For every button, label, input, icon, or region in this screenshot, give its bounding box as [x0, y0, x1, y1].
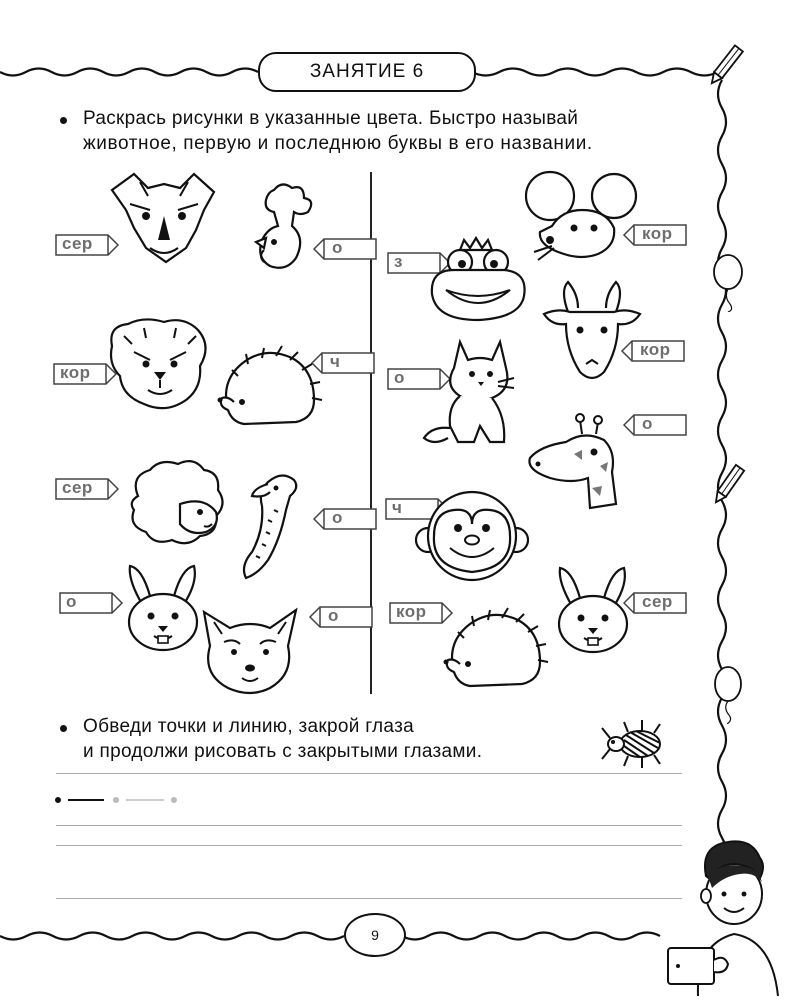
pencil-label — [308, 604, 374, 630]
wavy-border-segment — [402, 933, 660, 940]
boy-with-tablet-illustration — [662, 836, 788, 996]
pencil-color-text: сер — [642, 592, 673, 611]
monkey-drawing-icon[interactable] — [414, 486, 532, 586]
pencil-shape — [312, 236, 378, 262]
pencil-color-text: з — [394, 252, 403, 271]
tracing-dots-line[interactable] — [52, 792, 192, 808]
pencil-shape — [312, 506, 378, 532]
wavy-border-segment — [472, 69, 718, 76]
bullet-task-2 — [60, 725, 67, 732]
page-number — [344, 913, 406, 957]
balloon-icon-2 — [710, 664, 746, 724]
wavy-border-segment — [0, 933, 344, 940]
frog-drawing-icon[interactable] — [424, 236, 534, 324]
pencil-color-text: о — [394, 368, 405, 387]
hedgehog-drawing-icon[interactable] — [214, 340, 326, 432]
pencil-color-text: о — [66, 592, 77, 611]
pencil-decoration-icon-2 — [708, 462, 748, 508]
pencil-color-text: кор — [642, 224, 673, 243]
pencil-label — [312, 236, 378, 262]
task-2-line-2: и продолжи рисовать с закрытыми глазами. — [83, 741, 483, 762]
pencil-shape — [622, 412, 688, 438]
task-1-line-1: Раскрась рисунки в указанные цвета. Быстро называй — [83, 108, 579, 129]
pencil-label — [54, 476, 120, 502]
balloon-icon — [710, 252, 746, 312]
writing-line-2 — [56, 825, 682, 826]
ostrich-drawing-icon[interactable] — [228, 470, 308, 582]
pencil-decoration-icon — [706, 40, 746, 90]
page-number-text: 9 — [371, 927, 379, 943]
task-2-line-1: Обведи точки и линию, закрой глаза — [83, 716, 414, 737]
task-1-line-2: животное, первую и последнюю буквы в его названии. — [83, 133, 593, 154]
lion-drawing-icon[interactable] — [104, 316, 216, 412]
writing-line-3 — [56, 845, 682, 846]
pencil-color-text: ч — [392, 498, 403, 517]
wolf-drawing-icon[interactable] — [104, 170, 224, 270]
beetle-icon — [598, 716, 674, 772]
pencil-label — [312, 506, 378, 532]
goat-drawing-icon[interactable] — [538, 280, 646, 384]
sheep-drawing-icon[interactable] — [124, 456, 230, 546]
wavy-border-segment — [0, 69, 258, 76]
bullet-task-1 — [60, 117, 67, 124]
giraffe-drawing-icon[interactable] — [520, 412, 620, 512]
pencil-color-text: о — [332, 238, 343, 257]
pencil-label — [622, 412, 688, 438]
pencil-color-text: о — [332, 508, 343, 527]
pencil-color-text: кор — [60, 363, 91, 382]
mouse-drawing-icon[interactable] — [522, 166, 642, 266]
pencil-color-text: сер — [62, 478, 93, 497]
pencil-color-text: сер — [62, 234, 93, 253]
lesson-title-text: ЗАНЯТИЕ 6 — [309, 61, 425, 82]
hedgehog-drawing-icon[interactable] — [440, 602, 552, 694]
cat-drawing-icon[interactable] — [414, 334, 526, 446]
writing-line-1 — [56, 773, 682, 774]
lesson-title — [258, 52, 476, 92]
rooster-drawing-icon[interactable] — [234, 180, 314, 276]
pencil-color-text: о — [642, 414, 653, 433]
pencil-shape — [308, 604, 374, 630]
pencil-color-text: кор — [396, 602, 427, 621]
hare-drawing-icon[interactable] — [538, 562, 648, 654]
pencil-color-text: кор — [640, 340, 671, 359]
pencil-color-text: ч — [330, 352, 341, 371]
fox-drawing-icon[interactable] — [194, 598, 306, 702]
writing-line-4 — [56, 898, 682, 899]
pencil-color-text: о — [328, 606, 339, 625]
